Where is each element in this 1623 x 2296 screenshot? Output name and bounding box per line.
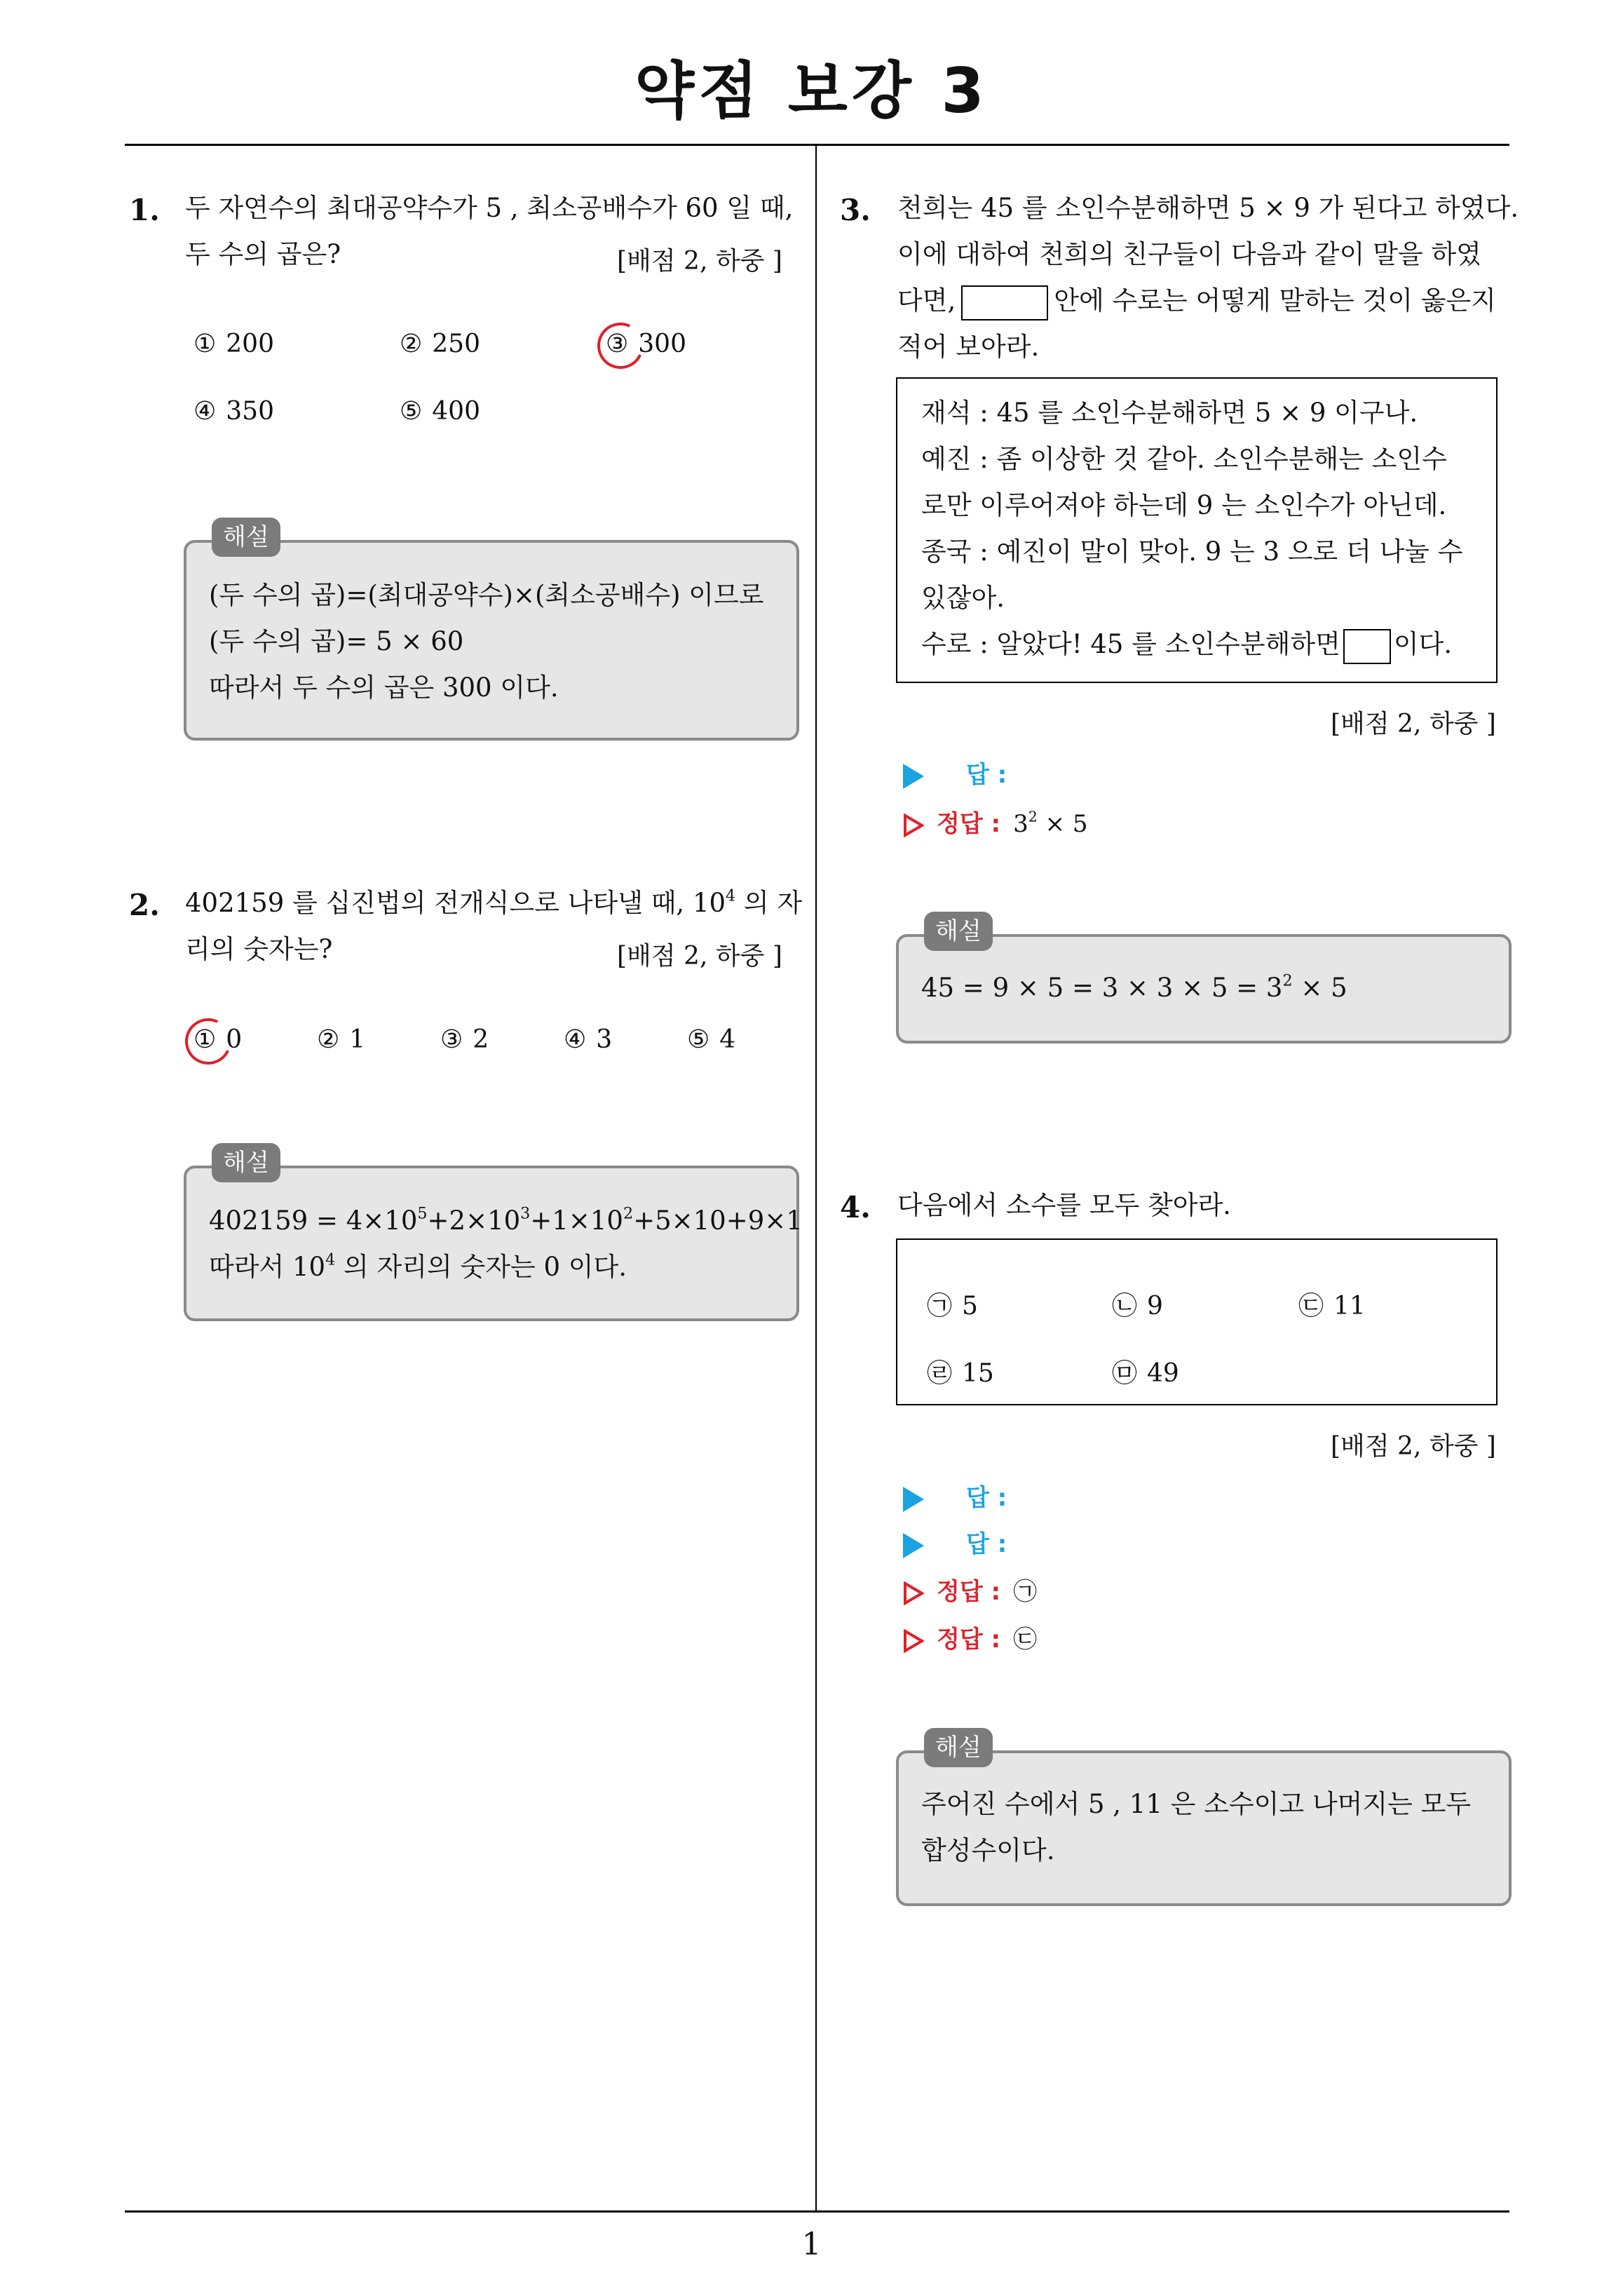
q2-selected-mark bbox=[179, 1012, 238, 1072]
q4-answer-prompt-2[interactable]: 답 : bbox=[903, 1525, 1007, 1559]
q3-text-line2: 이에 대하여 천희의 친구들이 다음과 같이 말을 하였 bbox=[897, 239, 1481, 269]
q3-answer-prompt[interactable]: 답 : bbox=[903, 755, 1007, 790]
q3-dialogue-blank bbox=[1343, 629, 1391, 664]
q3-correct-answer: 정답 : $3^2 \times 5$ bbox=[903, 804, 1088, 839]
q1-explanation-line3: 따라서 두 수의 곱은 300 이다. bbox=[209, 673, 559, 703]
q4-option-3: ㉢ 11 bbox=[1298, 1292, 1366, 1321]
q2-number: 2. bbox=[129, 888, 160, 922]
q4-text-line1: 다음에서 소수를 모두 찾아라. bbox=[897, 1190, 1231, 1220]
q3-explanation-tab: 해설 bbox=[924, 912, 993, 951]
q1-score: [배점 2, 하중 ] bbox=[617, 247, 782, 276]
q3-dialogue-line3: 로만 이루어져야 하는데 9 는 소인수가 아닌데. bbox=[921, 490, 1447, 520]
q3-blank-box bbox=[961, 285, 1048, 320]
q3-text-line1: 천희는 45 를 소인수분해하면 5 × 9 가 된다고 하였다. bbox=[897, 193, 1519, 223]
q4-option-5: ㉤ 49 bbox=[1112, 1359, 1179, 1388]
q4-score: [배점 2, 하중 ] bbox=[1331, 1432, 1496, 1461]
q3-explanation-box bbox=[896, 934, 1512, 1044]
play-icon bbox=[903, 764, 924, 789]
q4-answer-prompt-1[interactable]: 답 : bbox=[903, 1478, 1007, 1513]
q3-text-line3: 다면, 안에 수로는 어떻게 말하는 것이 옳은지 bbox=[897, 278, 1496, 324]
q3-number: 3. bbox=[840, 193, 871, 227]
top-rule bbox=[125, 144, 1509, 146]
q1-selected-mark bbox=[591, 316, 651, 376]
q4-correct-answer-1: 정답 : ㉠ bbox=[903, 1572, 1037, 1607]
outline-play-icon bbox=[903, 813, 924, 837]
q1-text-line2: 두 수의 곱은? bbox=[185, 239, 341, 269]
q3-dialogue-line1: 재석 : 45 를 소인수분해하면 5 × 9 이구나. bbox=[921, 398, 1418, 428]
outline-play-icon bbox=[903, 1581, 924, 1605]
q1-choice-3[interactable]: ③ 300 bbox=[606, 330, 686, 358]
q1-choice-5[interactable]: ⑤ 400 bbox=[400, 397, 480, 426]
q4-explanation-box bbox=[896, 1750, 1512, 1906]
q2-explanation-line1: $402159 = 4\times 10^5+2\times 10^3+1\times 10^2+5\times 10+9\times 1$ bbox=[209, 1204, 803, 1236]
page-title: 약점 보강 3 bbox=[634, 55, 989, 127]
bottom-rule bbox=[125, 2210, 1509, 2213]
q4-option-2: ㉡ 9 bbox=[1112, 1292, 1163, 1321]
q3-dialogue-line2: 예진 : 좀 이상한 것 같아. 소인수분해는 소인수 bbox=[921, 444, 1447, 474]
q1-text-line1: 두 자연수의 최대공약수가 5 , 최소공배수가 60 일 때, bbox=[185, 193, 794, 223]
page-number: 1 bbox=[801, 2227, 822, 2262]
q3-dialogue-box bbox=[896, 377, 1498, 683]
q4-explanation-line1: 주어진 수에서 5 , 11 은 소수이고 나머지는 모두 bbox=[921, 1789, 1472, 1819]
q2-explanation-tab: 해설 bbox=[212, 1143, 280, 1182]
q3-score: [배점 2, 하중 ] bbox=[1331, 710, 1496, 738]
q1-explanation-line1: (두 수의 곱)=(최대공약수)×(최소공배수) 이므로 bbox=[209, 580, 764, 610]
q3-dialogue-line5: 있잖아. bbox=[921, 583, 1005, 613]
q4-explanation-tab: 해설 bbox=[924, 1728, 993, 1767]
q2-score: [배점 2, 하중 ] bbox=[617, 942, 782, 971]
q3-explanation-line1: $45 = 9 \times 5 = 3 \times 3 \times 5 = 3^2 \times 5$ bbox=[921, 971, 1347, 1003]
q3-text-line4: 적어 보아라. bbox=[897, 332, 1040, 362]
q1-explanation-line2: (두 수의 곱)= 5 × 60 bbox=[209, 626, 464, 656]
play-icon bbox=[903, 1487, 924, 1512]
q3-dialogue-line6: 수로 : 알았다! 45 를 소인수분해하면 이다. bbox=[921, 621, 1452, 668]
q2-choice-4[interactable]: ④ 3 bbox=[564, 1025, 613, 1054]
q3-dialogue-line4: 종국 : 예진이 말이 맞아. 9 는 3 으로 더 나눌 수 bbox=[921, 536, 1463, 567]
q2-text-line1: 402159 를 십진법의 전개식으로 나타낼 때, $10^4$ 의 자 bbox=[185, 886, 803, 918]
q1-choice-4[interactable]: ④ 350 bbox=[193, 397, 274, 426]
q1-choice-2[interactable]: ② 250 bbox=[400, 330, 480, 358]
q2-choice-3[interactable]: ③ 2 bbox=[440, 1025, 489, 1054]
q2-explanation-box bbox=[184, 1166, 803, 1321]
q2-text-line2: 리의 숫자는? bbox=[185, 934, 333, 964]
q4-option-1: ㉠ 5 bbox=[927, 1292, 978, 1321]
q1-choice-1[interactable]: ① 200 bbox=[193, 330, 274, 358]
q4-number: 4. bbox=[840, 1190, 871, 1224]
q2-choice-1[interactable]: ① 0 bbox=[193, 1025, 243, 1054]
q4-correct-answer-2: 정답 : ㉢ bbox=[903, 1620, 1037, 1654]
q4-option-4: ㉣ 15 bbox=[927, 1359, 994, 1388]
q4-options-box bbox=[896, 1238, 1498, 1405]
q2-choice-2[interactable]: ② 1 bbox=[317, 1025, 366, 1054]
q2-explanation-line2: 따라서 $10^4$ 의 자리의 숫자는 0 이다. bbox=[209, 1250, 627, 1282]
column-divider bbox=[815, 146, 817, 2210]
q2-choice-5[interactable]: ⑤ 4 bbox=[687, 1025, 736, 1054]
play-icon bbox=[903, 1533, 924, 1558]
q1-explanation-tab: 해설 bbox=[212, 518, 280, 557]
outline-play-icon bbox=[903, 1629, 924, 1653]
q1-explanation-box bbox=[184, 540, 799, 741]
q1-number: 1. bbox=[129, 193, 160, 227]
q4-explanation-line2: 합성수이다. bbox=[921, 1835, 1055, 1865]
